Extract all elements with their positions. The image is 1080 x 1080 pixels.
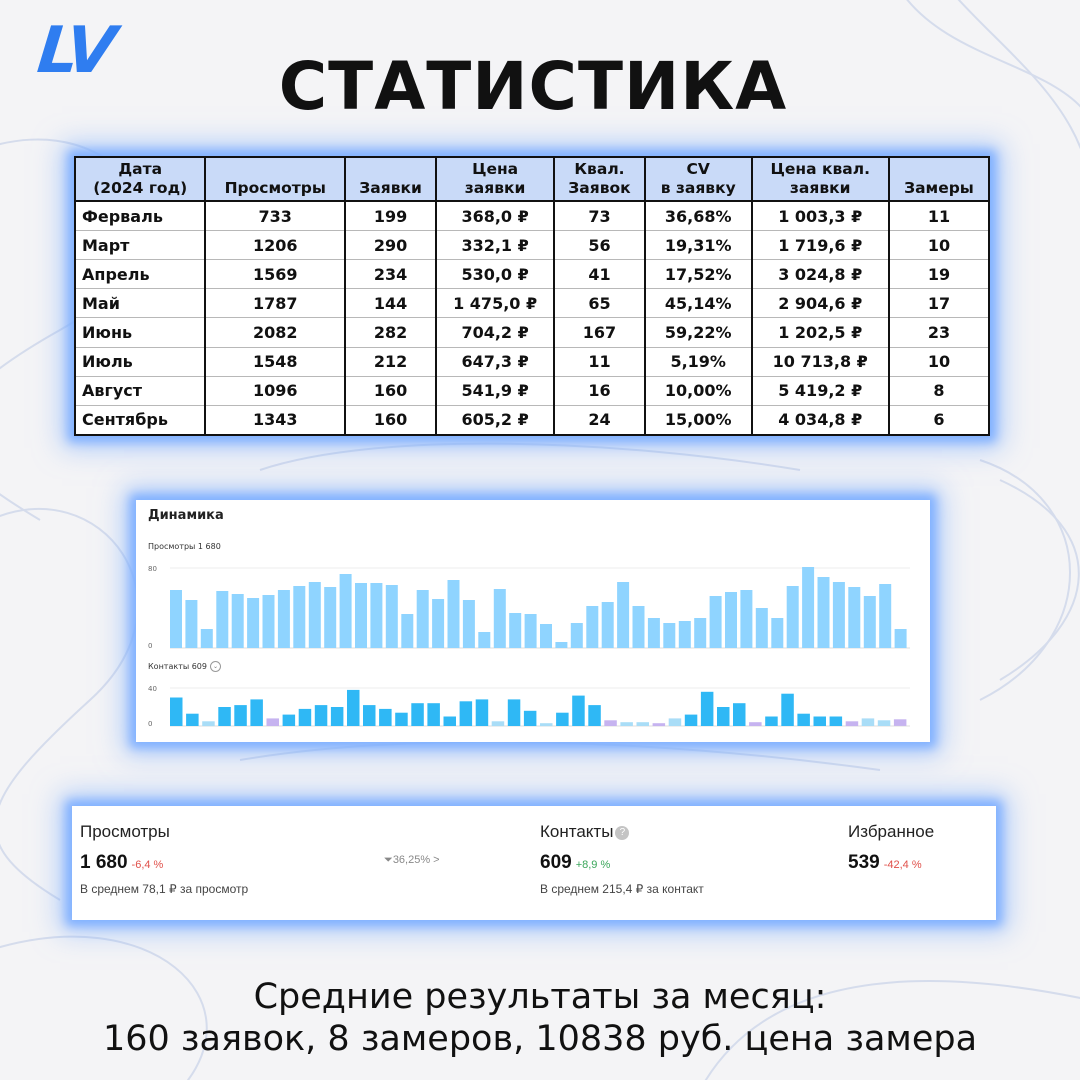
views-bar	[417, 590, 429, 648]
help-icon[interactable]: ?	[615, 826, 629, 840]
contacts-bar	[797, 714, 810, 726]
table-cell: Июнь	[75, 318, 205, 347]
table-row	[75, 405, 989, 435]
views-label: Просмотры	[80, 822, 170, 841]
table-row	[75, 376, 989, 405]
views-bar	[540, 624, 552, 648]
table-cell: 2 904,6 ₽	[752, 289, 889, 318]
views-bar	[694, 618, 706, 648]
contacts-bar	[460, 701, 473, 726]
views-bar	[309, 582, 321, 648]
contacts-bar	[620, 722, 633, 726]
views-bar	[432, 599, 444, 648]
table-cell: 17,52%	[645, 260, 752, 289]
table-cell: 234	[345, 260, 436, 289]
contacts-bar	[267, 718, 280, 726]
contacts-bar	[379, 709, 392, 726]
contacts-bar	[508, 699, 521, 726]
table-cell: Апрель	[75, 260, 205, 289]
chevron-down-icon[interactable]: ⌄	[210, 661, 221, 672]
views-bar	[833, 582, 845, 648]
table-row	[75, 318, 989, 347]
views-bar	[663, 623, 675, 648]
table-cell: 3 024,8 ₽	[752, 260, 889, 289]
table-row	[75, 289, 989, 318]
views-bar	[864, 596, 876, 648]
views-bar	[679, 621, 691, 648]
table-row	[75, 260, 989, 289]
views-bar	[355, 583, 367, 648]
table-cell: 59,22%	[645, 318, 752, 347]
contacts-bar	[781, 694, 794, 726]
table-cell: 1 003,3 ₽	[752, 201, 889, 231]
table-cell: 6	[889, 405, 989, 435]
views-bar	[216, 591, 228, 648]
views-bar	[818, 577, 830, 648]
views-bar	[879, 584, 891, 648]
table-cell: 530,0 ₽	[436, 260, 554, 289]
column-header: Квал. Заявок	[554, 157, 645, 201]
contacts-bar	[411, 703, 424, 726]
views-bar	[170, 590, 182, 648]
table-cell: 647,3 ₽	[436, 347, 554, 376]
table-cell: 56	[554, 231, 645, 260]
table-row	[75, 347, 989, 376]
contacts-bar	[830, 717, 843, 727]
table-cell: 1 719,6 ₽	[752, 231, 889, 260]
views-bar	[448, 580, 460, 648]
stats-table	[74, 156, 990, 436]
contacts-bar	[299, 709, 312, 726]
table-cell: Сентябрь	[75, 405, 205, 435]
column-header: Дата (2024 год)	[75, 157, 205, 201]
funnel-icon: ⏷	[384, 854, 393, 866]
table-cell: 23	[889, 318, 989, 347]
views-bar	[324, 587, 336, 648]
table-cell: 19,31%	[645, 231, 752, 260]
contacts-bar	[846, 721, 859, 726]
contacts-number: 609	[540, 852, 572, 873]
table-cell: 160	[345, 376, 436, 405]
table-cell: 144	[345, 289, 436, 318]
table-cell: 10 713,8 ₽	[752, 347, 889, 376]
table-cell: Июль	[75, 347, 205, 376]
contacts-delta: +8,9 %	[575, 859, 611, 871]
views-bar	[370, 583, 382, 648]
contacts-bar	[331, 707, 344, 726]
contacts-bar	[202, 721, 215, 726]
views-bar	[232, 594, 244, 648]
dynamics-chart	[136, 500, 930, 742]
views-bar	[802, 567, 814, 648]
table-cell: 212	[345, 347, 436, 376]
contacts-bar	[572, 696, 585, 726]
views-bar	[725, 592, 737, 648]
column-header: Цена квал. заявки	[752, 157, 889, 201]
views-bar	[201, 629, 213, 648]
views-bar	[386, 585, 398, 648]
views-bar	[895, 629, 907, 648]
views-bar	[340, 574, 352, 648]
table-header-row	[75, 157, 989, 201]
table-cell: 5,19%	[645, 347, 752, 376]
views-bar	[648, 618, 660, 648]
table-cell: 19	[889, 260, 989, 289]
contacts-bar	[444, 717, 457, 727]
contacts-bar	[250, 699, 263, 726]
table-cell: Март	[75, 231, 205, 260]
column-header: CV в заявку	[645, 157, 752, 201]
contacts-bar	[363, 705, 376, 726]
contacts-bar	[315, 705, 328, 726]
contacts-label	[540, 822, 704, 842]
column-header: Просмотры	[205, 157, 345, 201]
contacts-bar	[540, 723, 553, 726]
table-cell: Ферваль	[75, 201, 205, 231]
contacts-bar	[170, 698, 183, 727]
views-tick-zero: 0	[148, 642, 153, 650]
contacts-bar	[395, 713, 408, 726]
contacts-bar	[878, 720, 891, 726]
table-cell: 10	[889, 231, 989, 260]
summary-card	[72, 806, 996, 920]
table-cell: 11	[554, 347, 645, 376]
table-cell: 36,68%	[645, 201, 752, 231]
contacts-bar	[234, 705, 247, 726]
contacts-bar	[717, 707, 730, 726]
table-cell: 41	[554, 260, 645, 289]
summary-views	[80, 822, 248, 896]
contacts-bar	[556, 713, 569, 726]
table-cell: 167	[554, 318, 645, 347]
summary-favorites	[848, 822, 934, 874]
contacts-bar	[765, 717, 778, 727]
table-cell: 368,0 ₽	[436, 201, 554, 231]
contacts-bar	[186, 714, 199, 726]
views-bar	[293, 586, 305, 648]
contacts-bar	[701, 692, 714, 726]
views-bar	[401, 614, 413, 648]
contacts-chart-label-text: Контакты 609	[148, 662, 207, 671]
summary-contacts	[540, 822, 704, 896]
table-cell: 5 419,2 ₽	[752, 376, 889, 405]
views-bar	[787, 586, 799, 648]
views-chart-label: Просмотры 1 680	[148, 542, 221, 551]
table-cell: 1343	[205, 405, 345, 435]
views-bar	[247, 598, 259, 648]
views-bar	[185, 600, 197, 648]
contacts-bar	[347, 690, 360, 726]
footer-line-1: Средние результаты за месяц:	[253, 977, 827, 1017]
contacts-bar	[427, 703, 440, 726]
table-cell: 605,2 ₽	[436, 405, 554, 435]
views-bar	[756, 608, 768, 648]
contacts-bar	[653, 723, 666, 726]
views-bar	[586, 606, 598, 648]
contacts-bar	[492, 721, 505, 726]
views-bar	[571, 623, 583, 648]
contacts-bar	[476, 699, 489, 726]
contacts-bar	[604, 720, 617, 726]
table-cell: 290	[345, 231, 436, 260]
contacts-bar	[749, 722, 762, 726]
table-cell: 1206	[205, 231, 345, 260]
contacts-chart-label	[148, 661, 221, 672]
contacts-tick-max: 40	[148, 685, 157, 693]
table-body	[75, 201, 989, 435]
conversion-link[interactable]	[384, 854, 440, 867]
table-cell: 1548	[205, 347, 345, 376]
views-tick-max: 80	[148, 565, 157, 573]
table-cell: 704,2 ₽	[436, 318, 554, 347]
favorites-value	[848, 852, 934, 874]
views-bar	[509, 613, 521, 648]
contacts-note: В среднем 215,4 ₽ за контакт	[540, 882, 704, 896]
table-cell: 4 034,8 ₽	[752, 405, 889, 435]
contacts-bar	[894, 719, 907, 726]
table-cell: Май	[75, 289, 205, 318]
contacts-bar	[218, 707, 231, 726]
contacts-tick-zero: 0	[148, 720, 153, 728]
views-bar	[555, 642, 567, 648]
contacts-bar	[637, 722, 650, 726]
views-bar	[278, 590, 290, 648]
views-bar	[463, 600, 475, 648]
page-title: СТАТИСТИКА	[278, 48, 788, 125]
table-cell: 2082	[205, 318, 345, 347]
dynamics-card	[136, 500, 930, 742]
favorites-number: 539	[848, 852, 880, 873]
contacts-label-text: Контакты	[540, 822, 614, 841]
table-cell: 24	[554, 405, 645, 435]
table-cell: 199	[345, 201, 436, 231]
table-cell: Август	[75, 376, 205, 405]
table-cell: 8	[889, 376, 989, 405]
views-bar	[771, 618, 783, 648]
table-cell: 1569	[205, 260, 345, 289]
table-cell: 15,00%	[645, 405, 752, 435]
footer-line-2: 160 заявок, 8 замеров, 10838 руб. цена замера	[102, 1019, 978, 1059]
views-bar	[633, 606, 645, 648]
table-cell: 17	[889, 289, 989, 318]
table-cell: 733	[205, 201, 345, 231]
views-value	[80, 852, 248, 874]
contacts-bar	[685, 715, 698, 726]
views-note: В среднем 78,1 ₽ за просмотр	[80, 882, 249, 896]
contacts-bar	[814, 717, 827, 727]
stats-table-card	[74, 156, 990, 436]
table-cell: 11	[889, 201, 989, 231]
table-cell: 10,00%	[645, 376, 752, 405]
favorites-delta: -42,4 %	[883, 859, 922, 871]
views-bar	[848, 587, 860, 648]
brand-logo: LV	[34, 14, 116, 88]
views-bar	[710, 596, 722, 648]
table-row	[75, 201, 989, 231]
table-cell: 1096	[205, 376, 345, 405]
table-cell: 1787	[205, 289, 345, 318]
views-delta: -6,4 %	[131, 859, 164, 871]
table-cell: 160	[345, 405, 436, 435]
contacts-bar	[283, 715, 296, 726]
views-number: 1 680	[80, 852, 128, 873]
table-cell: 73	[554, 201, 645, 231]
table-cell: 282	[345, 318, 436, 347]
views-bar	[478, 632, 490, 648]
table-cell: 332,1 ₽	[436, 231, 554, 260]
table-cell: 10	[889, 347, 989, 376]
table-cell: 16	[554, 376, 645, 405]
views-bar	[617, 582, 629, 648]
views-bar	[494, 589, 506, 648]
contacts-bar	[669, 718, 682, 726]
table-row	[75, 231, 989, 260]
column-header: Цена заявки	[436, 157, 554, 201]
views-bar	[602, 602, 614, 648]
contacts-bar	[588, 705, 601, 726]
table-cell: 45,14%	[645, 289, 752, 318]
views-bar	[740, 590, 752, 648]
favorites-label: Избранное	[848, 822, 935, 841]
footer-summary	[0, 976, 1080, 1060]
table-cell: 1 202,5 ₽	[752, 318, 889, 347]
column-header: Замеры	[889, 157, 989, 201]
contacts-bar	[862, 718, 875, 726]
table-cell: 541,9 ₽	[436, 376, 554, 405]
dynamics-title: Динамика	[148, 508, 224, 523]
contacts-bar	[524, 711, 537, 726]
column-header: Заявки	[345, 157, 436, 201]
table-cell: 1 475,0 ₽	[436, 289, 554, 318]
contacts-value	[540, 852, 704, 874]
views-bar	[263, 595, 275, 648]
conversion-value: 36,25% >	[392, 854, 440, 866]
views-bar	[525, 614, 537, 648]
contacts-bar	[733, 703, 746, 726]
table-cell: 65	[554, 289, 645, 318]
